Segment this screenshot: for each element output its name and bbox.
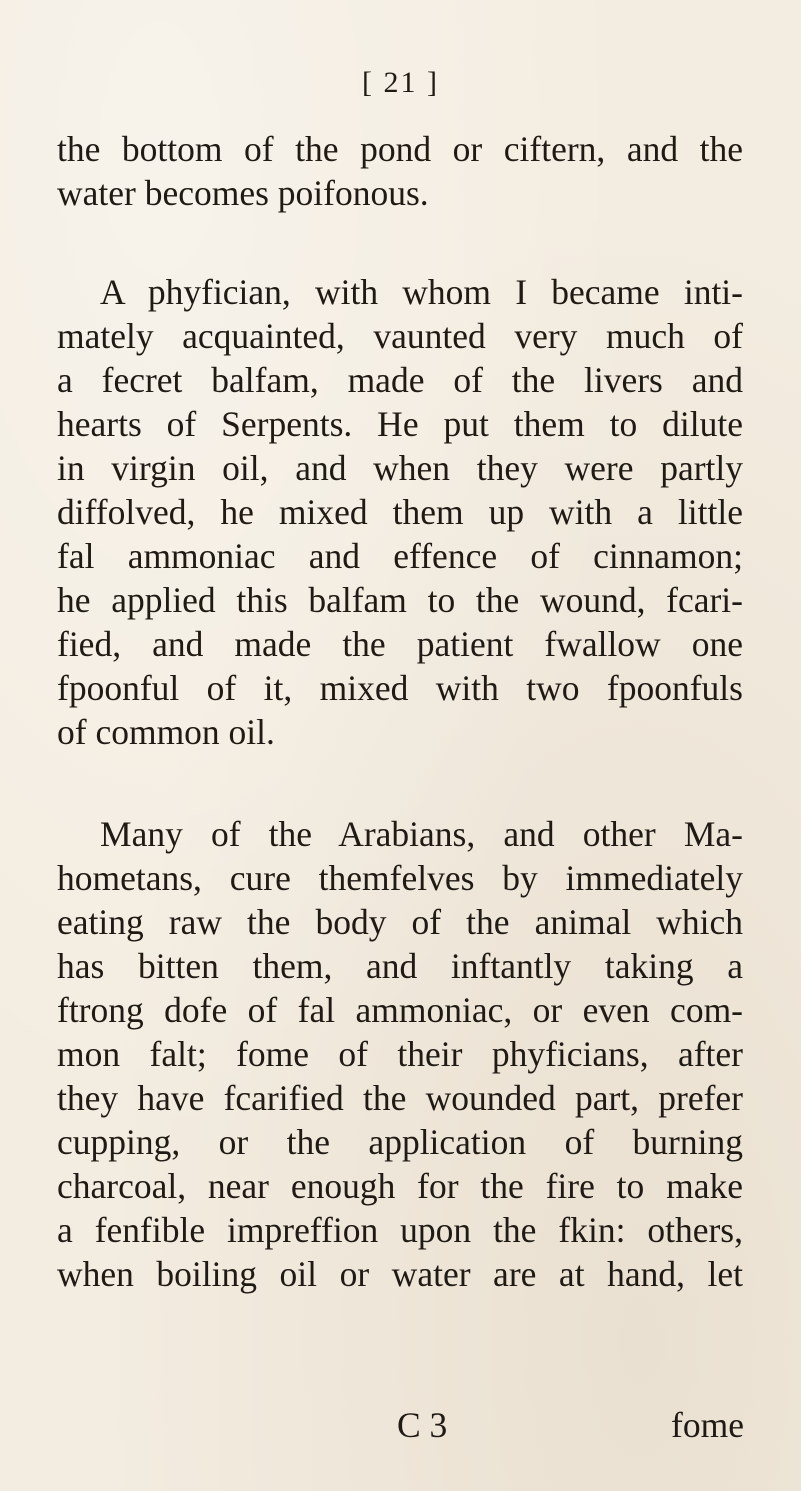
text-line: a fenfible impreffion upon the fkin: others, [57, 1210, 743, 1250]
signature-mark: C 3 [397, 1405, 448, 1445]
text-line: they have fcarified the wounded part, prefer [57, 1078, 743, 1118]
text-line: charcoal, near enough for the fire to make [57, 1166, 743, 1206]
text-line: the bottom of the pond or ciftern, and the [57, 129, 743, 169]
text-line: of common oil. [57, 712, 275, 752]
text-line: in virgin oil, and when they were partly [57, 448, 743, 488]
text-line: he applied this balfam to the wound, fcari- [57, 580, 743, 620]
text-line: fal ammoniac and effence of cinnamon; [57, 536, 743, 576]
text-line: A phyfician, with whom I became inti- [100, 272, 743, 312]
text-line: cupping, or the application of burning [57, 1122, 743, 1162]
text-line: mon falt; fome of their phyficians, after [57, 1034, 743, 1074]
text-line: hometans, cure themfelves by immediately [57, 858, 743, 898]
page-footer [0, 1403, 801, 1447]
text-line: Many of the Arabians, and other Ma- [100, 814, 743, 854]
catchword: fome [671, 1405, 744, 1445]
text-line: fied, and made the patient fwallow one [57, 624, 743, 664]
text-line: ftrong dofe of fal ammoniac, or even com- [57, 990, 743, 1030]
text-line: hearts of Serpents. He put them to dilute [57, 404, 743, 444]
text-line: water becomes poifonous. [57, 173, 429, 213]
page-number: [ 21 ] [362, 66, 439, 99]
text-line: has bitten them, and inftantly taking a [57, 946, 743, 986]
text-line: fpoonful of it, mixed with two fpoonfuls [57, 668, 743, 708]
text-line: a fecret balfam, made of the livers and [57, 360, 743, 400]
text-line: diffolved, he mixed them up with a little [57, 492, 743, 532]
text-line: mately acquainted, vaunted very much of [57, 316, 743, 356]
text-line: eating raw the body of the animal which [57, 902, 743, 942]
text-line: when boiling oil or water are at hand, let [57, 1254, 743, 1294]
